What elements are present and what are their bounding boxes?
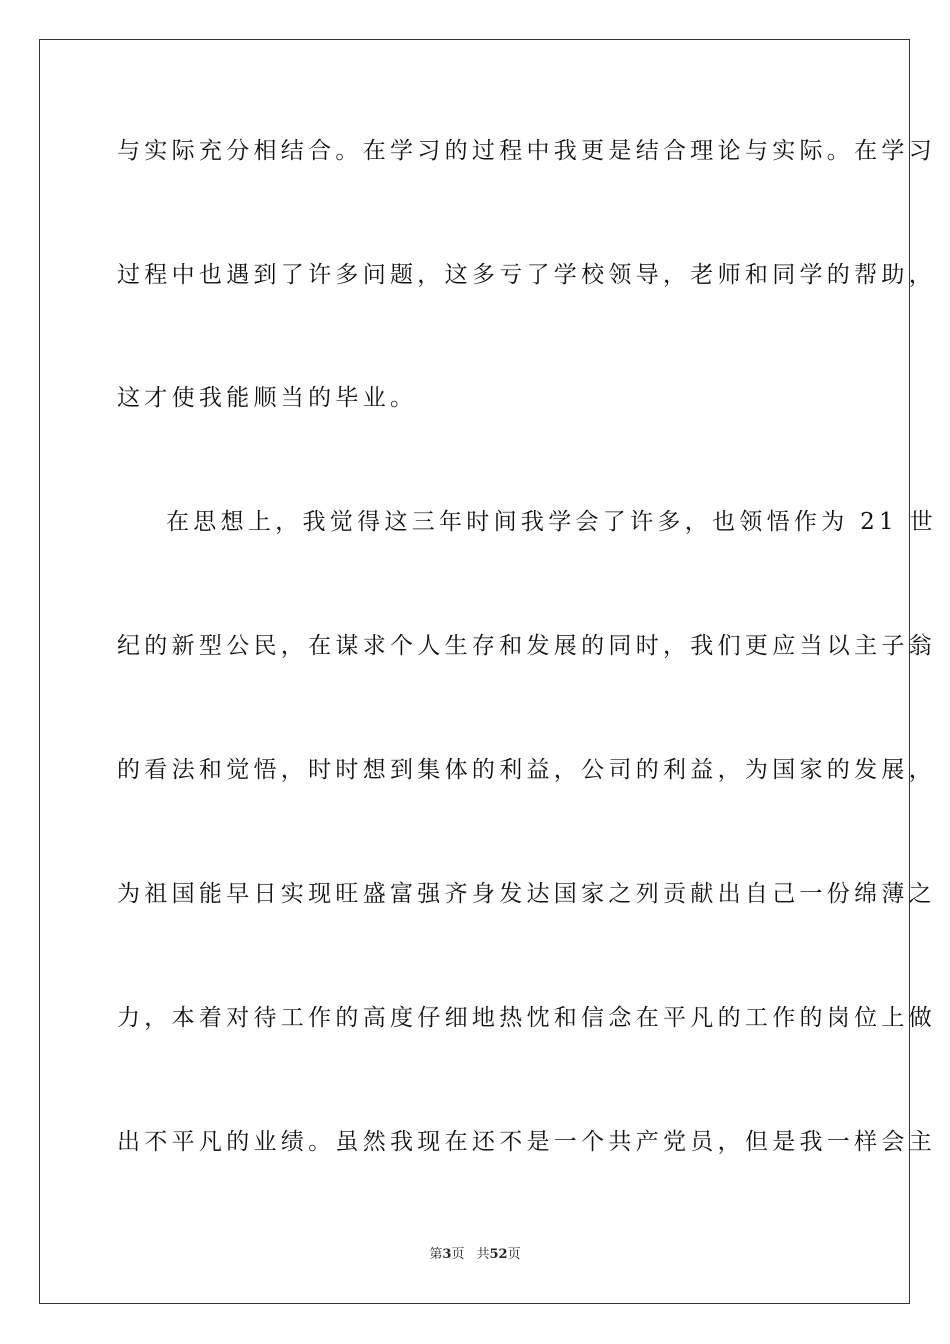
text-line-7: 为祖国能早日实现旺盛富强齐身发达国家之列贡献出自己一份绵薄之 — [117, 881, 936, 907]
page-frame — [39, 39, 910, 1304]
page-footer — [0, 1246, 950, 1264]
total-suffix: 页 — [507, 1247, 521, 1262]
total-prefix: 共 — [476, 1247, 490, 1262]
text-line-4: 在思想上，我觉得这三年时间我学会了许多，也领悟作为 21 世 — [166, 509, 937, 535]
page-suffix: 页 — [451, 1247, 465, 1262]
total-pages: 52 — [489, 1247, 508, 1262]
text-line-2: 过程中也遇到了许多问题，这多亏了学校领导，老师和同学的帮助， — [117, 262, 936, 288]
text-line-6: 的看法和觉悟，时时想到集体的利益，公司的利益，为国家的发展， — [117, 757, 936, 783]
page-prefix: 第 — [429, 1247, 443, 1262]
page-number: 3 — [442, 1247, 452, 1262]
text-line-5: 纪的新型公民，在谋求个人生存和发展的同时，我们更应当以主子翁 — [117, 633, 936, 659]
text-line-9: 出不平凡的业绩。虽然我现在还不是一个共产党员，但是我一样会主 — [117, 1129, 936, 1155]
text-line-1: 与实际充分相结合。在学习的过程中我更是结合理论与实际。在学习 — [117, 138, 936, 164]
text-line-3: 这才使我能顺当的毕业。 — [117, 385, 418, 411]
text-line-8: 力，本着对待工作的高度仔细地热忱和信念在平凡的工作的岗位上做 — [117, 1005, 936, 1031]
